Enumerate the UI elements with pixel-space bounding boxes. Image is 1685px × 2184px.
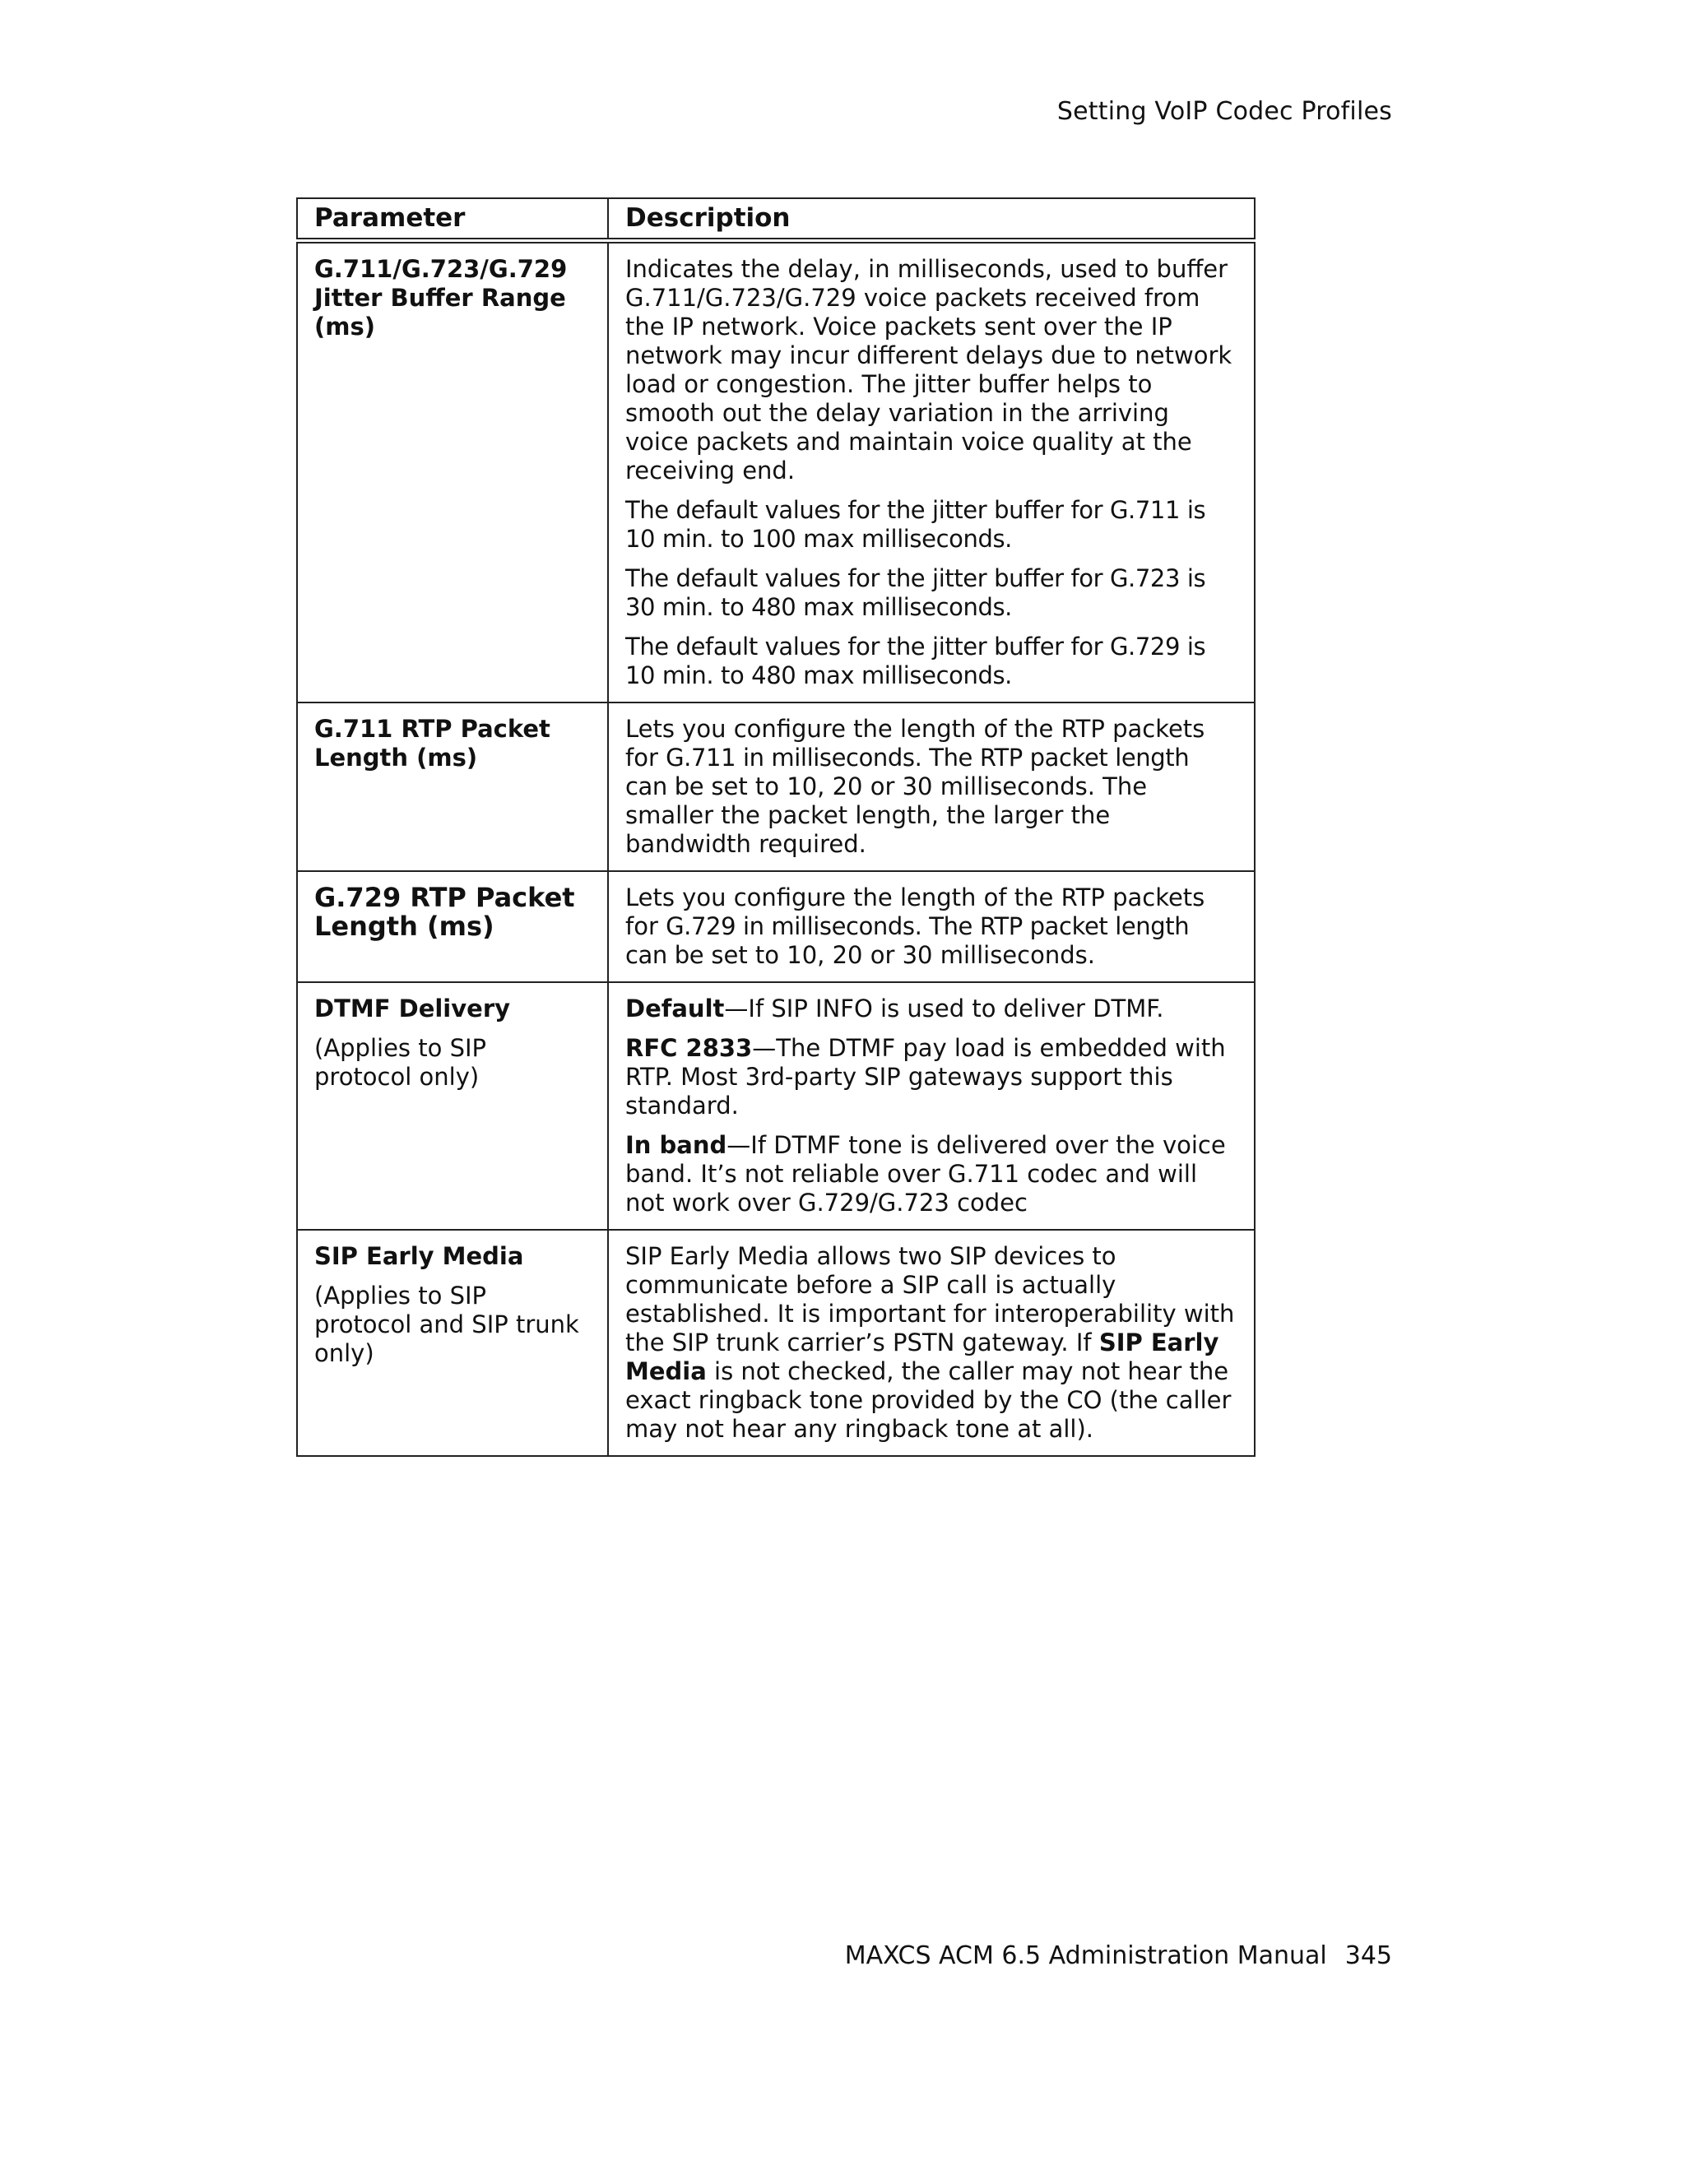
parameter-name-g711-rtp: G.711 RTP Packet Length (ms) <box>314 715 550 772</box>
parameter-cell <box>297 241 608 703</box>
column-header-parameter: Parameter <box>297 198 608 241</box>
column-header-description: Description <box>608 198 1255 241</box>
description-cell <box>608 871 1255 982</box>
g729-desc-prefix: Lets you configure the length of the RTP packets for <box>625 883 1205 940</box>
dtmf-inband-term: In band <box>625 1131 727 1159</box>
early-media-description <box>625 1242 1237 1444</box>
parameter-cell <box>297 871 608 982</box>
g729-desc-suffix: set to 10, 20 or 30 milliseconds. <box>703 941 1095 969</box>
dtmf-option-inband <box>625 1131 1237 1217</box>
jitter-default-g711: The default values for the jitter buffer for G.711 is 10 min. to 100 max milliseconds. <box>625 496 1206 553</box>
g711-desc-prefix: Lets you configure the length of the RTP packets for <box>625 715 1205 772</box>
parameter-table <box>296 197 1256 1457</box>
table-row <box>297 241 1255 703</box>
dtmf-applies-note: (Applies to SIP protocol only) <box>314 1034 487 1091</box>
parameter-cell <box>297 1230 608 1456</box>
dtmf-default-term: Default <box>625 995 725 1022</box>
description-cell <box>608 982 1255 1230</box>
parameter-cell <box>297 982 608 1230</box>
parameter-name-jitter-buffer: G.711/G.723/G.729 Jitter Buffer Range (ms) <box>314 255 568 341</box>
jitter-default-g729: The default values for the jitter buffer for G.729 is 10 min. to 480 max milliseconds. <box>625 633 1206 689</box>
parameter-name-dtmf-delivery: DTMF Delivery <box>314 995 511 1022</box>
footer-manual-title: MAXCS ACM 6.5 Administration Manual <box>844 1941 1327 1970</box>
g711-desc-suffix: set to 10, 20 or 30 milliseconds. The smaller the packet length, the larger the bandwidth required. <box>625 772 1148 858</box>
jitter-description: Indicates the delay, in milliseconds, used to buffer G.711/G.723/G.729 voice packets received from the IP network. Voice packets sent over the IP network may incur different delays due to network load or congestion. The jitter buffer helps to smooth out the delay variation in the arriving voice packets and maintain voice quality at the receiving end. <box>625 255 1232 485</box>
g711-rtp-description <box>625 715 1237 859</box>
description-cell <box>608 702 1255 871</box>
dtmf-rfc-term: RFC 2833 <box>625 1034 753 1062</box>
table-row <box>297 702 1255 871</box>
table-row <box>297 871 1255 982</box>
parameter-name-sip-early-media: SIP Early Media <box>314 1242 524 1270</box>
jitter-default-g723: The default values for the jitter buffer for G.723 is 30 min. to 480 max milliseconds. <box>625 564 1206 621</box>
g729-rtp-description <box>625 883 1237 970</box>
page-header-title: Setting VoIP Codec Profiles <box>1056 97 1392 126</box>
table-header-row <box>297 198 1255 241</box>
g729-desc-mid: G.729 in milliseconds. The RTP packet length can be <box>625 912 1190 969</box>
g711-desc-mid: G.711 in milliseconds. The RTP packet length can be <box>625 744 1190 800</box>
description-cell <box>608 1230 1255 1456</box>
page-footer <box>845 1941 1392 1970</box>
dtmf-rfc-text: —The DTMF pay load is embedded with RTP. Most 3rd-party SIP gateways support this standard. <box>625 1034 1226 1120</box>
dtmf-default-text: —If SIP INFO is used to deliver DTMF. <box>724 995 1164 1022</box>
early-media-desc-a: SIP Early Media allows two SIP devices to communicate before a SIP call is actually established. It is important for interoperability with the SIP trunk carrier’s PSTN gateway. If <box>625 1242 1235 1356</box>
table-row <box>297 982 1255 1230</box>
dtmf-inband-text: —If DTMF tone is delivered over the voice band. It’s not reliable over G.711 codec and will not work over G.729/G.723 codec <box>625 1131 1226 1217</box>
early-media-desc-b: is not checked, the caller may not hear the exact ringback tone provided by the CO (the caller may not hear any ringback tone at all). <box>625 1357 1232 1443</box>
early-media-applies-note: (Applies to SIP protocol and SIP trunk only) <box>314 1282 579 1367</box>
parameter-cell <box>297 702 608 871</box>
dtmf-option-default <box>625 995 1237 1023</box>
table-row <box>297 1230 1255 1456</box>
early-media-desc-term: SIP Early Media <box>625 1328 1219 1385</box>
page-number: 345 <box>1344 1941 1392 1970</box>
dtmf-option-rfc2833 <box>625 1034 1237 1120</box>
parameter-name-g729-rtp: G.729 RTP Packet Length (ms) <box>314 882 575 942</box>
description-cell <box>608 241 1255 703</box>
